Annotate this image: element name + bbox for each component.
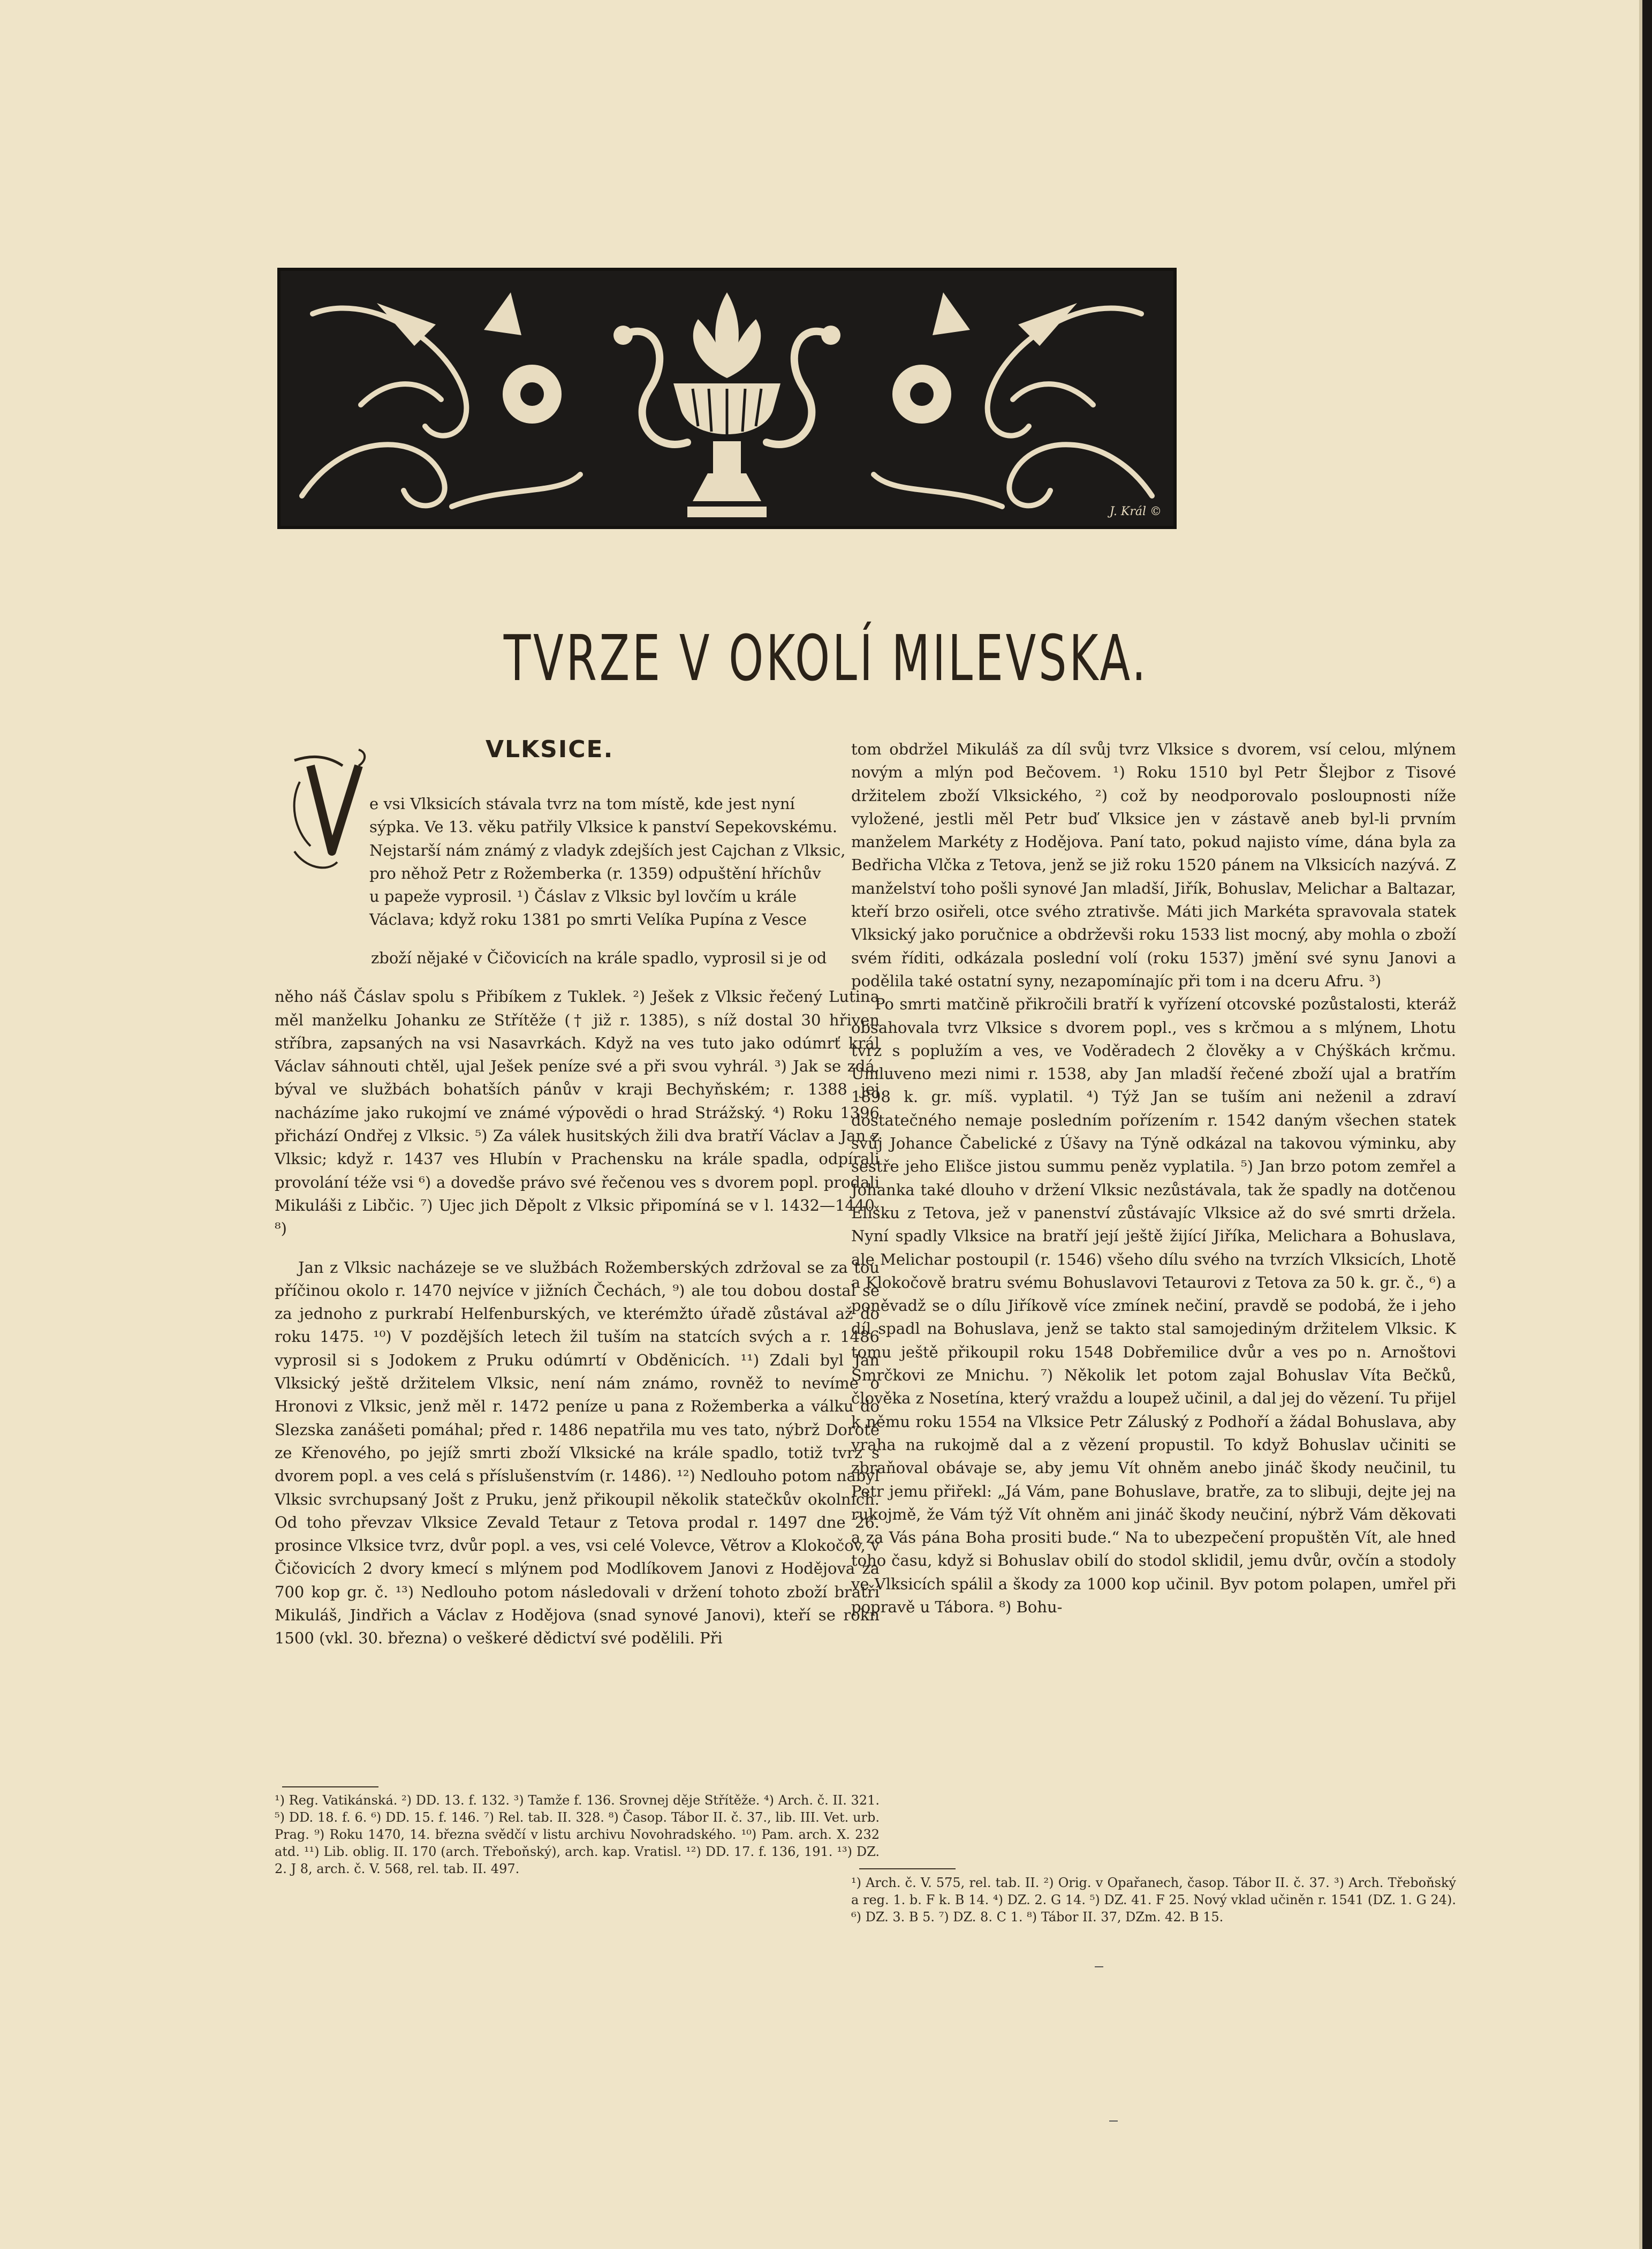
paragraph: Jan z Vlksic nacházeje se ve službách Rožemberských zdržoval se za tou příčinou okolo r. 1470 nejvíce v jižních Čechách, ⁹) ale tou dobou dostal se za jednoho z purkrabí Helfenburských, ve kterémžto úřadě zůstával až do roku 1475. ¹⁰) V pozdějších letech žil tuším na statcích svých a r. 1486 vyprosil si s Jodokem z Pruku odúmrtí v Obděnicích. ¹¹) Zdali byl Jan Vlksický ještě držitelem Vlksic, není nám známo, rovněž to nevíme o Hronovi z Vlksic, jenž měl r. 1472 peníze u pana z Rožemberka a válku do Slezska zanášeti pomáhal; před r. 1486 nepatřila mu ves tato, nýbrž Dorotě ze Křenového, po jejíž smrti zboží Vlksické na krále spadlo, totiž tvrz s dvorem popl. a ves celá s příslušenstvím (r. 1486). ¹²) Nedlouho potom nabyl Vlksic svrchupsaný Jošt z Pruku, jenž přikoupil několik statečkův okolních. Od toho převzav Vlksice Zevald Tetaur z Tetova prodal r. 1497 dne 26. prosince Vlksice tvrz, dvůr popl. a ves, vsi celé Volevce, Větrov a Klokočov, v Čičovicích 2 dvory kmecí s mlýnem pod Modlíkovem Janovi z Hodějova za 700 kop gr. č. ¹³) Nedlouho potom následovali v držení tohoto zboží bratří Mikuláš, Jindřich a Václav z Hodějova (snad synové Janovi), kteří se rokn 1500 (vkl. 30. března) o veškeré dědictví své podělili. Při xyxy=(275,1258,880,1648)
paragraph-line xyxy=(275,947,880,970)
text-line: Václava; když roku 1381 po smrti Velíka Pupína z Vesce xyxy=(369,910,807,929)
section-heading: VLKSICE. xyxy=(486,736,614,763)
text-line: pro něhož Petr z Rožemberka (r. 1359) odpuštění hříchův xyxy=(369,864,821,882)
text-line: zboží nějaké v Čičovicích na krále spadlo, vyprosil si je od xyxy=(371,949,827,967)
text-line: u papeže vyprosil. ¹) Čáslav z Vlksic byl lovčím u krále xyxy=(369,887,797,906)
print-mark xyxy=(1095,1966,1103,1967)
engraver-signature: J. Král © xyxy=(1109,505,1162,518)
left-column-body xyxy=(275,931,880,1666)
page-edge xyxy=(1642,0,1652,2249)
decorative-initial-v xyxy=(278,744,369,878)
text-line: sýpka. Ve 13. věku patřily Vlksice k panství Sepekovskému. xyxy=(369,818,838,836)
footnote-rule xyxy=(282,1786,378,1787)
footnotes-right: ¹) Arch. č. V. 575, rel. tab. II. ²) Orig. v Opařanech, časop. Tábor II. č. 37. ³) Arch. Třeboňský a reg. 1. b. F k. B 14. ⁴) DZ. 2. G 14. ⁵) DZ. 41. F 25. Nový vklad učiněn r. 1541 (DZ. 1. G 24). ⁶) DZ. 3. B 5. ⁷) DZ. 8. C 1. ⁸) Tábor II. 37, DZm. 42. B 15. xyxy=(851,1875,1456,1925)
opening-lines xyxy=(369,793,878,932)
text-line: e vsi Vlksicích stávala tvrz na tom místě, kde jest nyní xyxy=(369,795,795,813)
footnote-rule xyxy=(859,1868,956,1869)
text-line: Nejstarší nám známý z vladyk zdejších jest Cajchan z Vlksic, xyxy=(369,841,846,859)
ornament-illustration xyxy=(281,271,1173,526)
paragraph: tom obdržel Mikuláš za díl svůj tvrz Vlksice s dvorem, vsí celou, mlýnem novým a mlýn pod Bečovem. ¹) Roku 1510 byl Petr Šlejbor z Tisové držitelem zboží Vlksického, ²) což by neodporovalo posloupnosti níže vyložené, jestli měl Petr buď Vlksice jen v zástavě aneb byl-li prvním manželem Markéty z Hodějova. Paní tato, pokud najisto víme, dána byla za Bedřicha Vlčka z Tetova, jenž se již roku 1520 pánem na Vlksicích nazývá. Z manželství toho pošli synové Jan mladší, Jiřík, Bohuslav, Melichar a Baltazar, kteří brzo osiřeli, otce svého ztrativše. Máti jich Markéta spravovala statek Vlksický jako poručnice a obdrževši roku 1533 list mocný, aby mohla o zboží svém říditi, odkázala poslední volí (roku 1537) jmění své synu Janovi a podělila také ostatní syny, nezapomínajíc při tom i na dceru Afru. ³) xyxy=(851,740,1456,990)
paragraph: něho náš Čáslav spolu s Přibíkem z Tuklek. ²) Ješek z Vlksic řečený Lutina měl manželku Johanku ze Střítěže († již r. 1385), s níž dostal 30 hřiven stříbra, zapsaných na vsi Nasavrkách. Když na ves tuto jako odúmrť král Václav sáhnouti chtěl, ujal Ješek peníze své a při svou vyhrál. ³) Jak se zdá, býval ve službách bohatších pánův v kraji Bechyňském; r. 1388 jej nacházíme jako rukojmí ve známé výpovědi o hrad Strážský. ⁴) Roku 1396 přichází Ondřej z Vlksic. ⁵) Za válek husitských žili dva bratří Václav a Jan z Vlksic; když r. 1437 ves Hlubín v Prachensku na krále spadla, odpírali provolání téže vsi ⁶) a dovedše právo své řečenou ves s dvorem popl. prodali Mikuláši z Libčic. ⁷) Ujec jich Děpolt z Vlksic připomíná se v l. 1432—1440. ⁸) xyxy=(275,987,880,1238)
right-column-body xyxy=(851,738,1456,1619)
page-title: TVRZE V OKOLÍ MILEVSKA. xyxy=(503,621,1149,695)
paragraph: Po smrti matčině přikročili bratří k vyřízení otcovské pozůstalosti, kteráž obsahovala tvrz Vlksice s dvorem popl., ves s krčmou a s mlýnem, Lhotu tvrz s poplužím a ves, ve Voděradech 2 člověky a v Chýškách krčmu. Umluveno mezi nimi r. 1538, aby Jan mladší řečené zboží ujal a bratřím 1898 k. gr. míš. vyplatil. ⁴) Týž Jan se tuším ani neženil a zdraví dostatečného nemaje posledním pořízením r. 1542 daným všechen statek svůj Johance Čabelické z Úšavy na Týně odkázal na takovou výminku, aby sestře jeho Elišce jistou summu peněz vyplatila. ⁵) Jan brzo potom zemřel a Johanka také dlouho v držení Vlksic nezůstávala, tak že spadly na dotčenou Elišku z Tetova, jež v panenství zůstávajíc Vlksice až do své smrti držela. Nyní spadly Vlksice na bratří její ještě žijící Jiříka, Melichara a Bohuslava, ale Melichar postoupil (r. 1546) všeho dílu svého na tvrzích Vlksicích, Lhotě a Klokočově bratru svému Bohuslavovi Tetaurovi z Tetova za 50 k. gr. č., ⁶) a poněvadž se o dílu Jiříkově více zmínek nečiní, pravdě se podobá, že i jeho díl spadl na Bohuslava, jenž se takto stal samojediným držitelem Vlksic. K tomu ještě přikoupil roku 1548 Dobřemilice dvůr a ves po n. Arnoštovi Smrčkovi ze Mnichu. ⁷) Několik let potom zajal Bohuslav Víta Bečků, člověka z Nosetína, který vraždu a loupež učinil, a dal jej do vězení. Tu přijel k němu roku 1554 na Vlksice Petr Záluský z Podhoří a žádal Bohuslava, aby vraha na rukojmě dal a z vězení propustil. To když Bohuslav učiniti se zbraňoval obávaje se, aby jemu Vít ohněm anebo jináč škody neučinil, tu Petr jemu přiřekl: „Já Vám, pane Bohuslave, bratře, za to slibuji, dejte jej na rukojmě, že Vám týž Vít ohněm ani jináč škody neučiní, nýbrž Vám děkovati a za Vás pána Boha prositi bude.“ Na to ubezpečení propuštěn Vít, ale hned toho času, když si Bohuslav obilí do stodol sklidil, jemu dvůr, ovčín a stodoly ve Vlksicích spálil a škody za 1000 kop učinil. Byv potom polapen, umřel při popravě u Tábora. ⁸) Bohu- xyxy=(851,995,1456,1616)
print-mark xyxy=(1109,2120,1118,2122)
footnotes-left: ¹) Reg. Vatikánská. ²) DD. 13. f. 132. ³) Tamže f. 136. Srovnej děje Střítěže. ⁴) Arch. č. II. 321. ⁵) DD. 18. f. 6. ⁶) DD. 15. f. 146. ⁷) Rel. tab. II. 328. ⁸) Časop. Tábor II. č. 37., lib. III. Vet. urb. Prag. ⁹) Roku 1470, 14. března svědčí v listu archivu Novohradského. ¹⁰) Pam. arch. X. 232 atd. ¹¹) Lib. oblig. II. 170 (arch. Třeboňský), arch. kap. Vratisl. ¹²) DD. 17. f. 136, 191. ¹³) DZ. 2. J 8, arch. č. V. 568, rel. tab. II. 497. xyxy=(275,1793,880,1876)
ornamental-banner xyxy=(277,268,1177,529)
